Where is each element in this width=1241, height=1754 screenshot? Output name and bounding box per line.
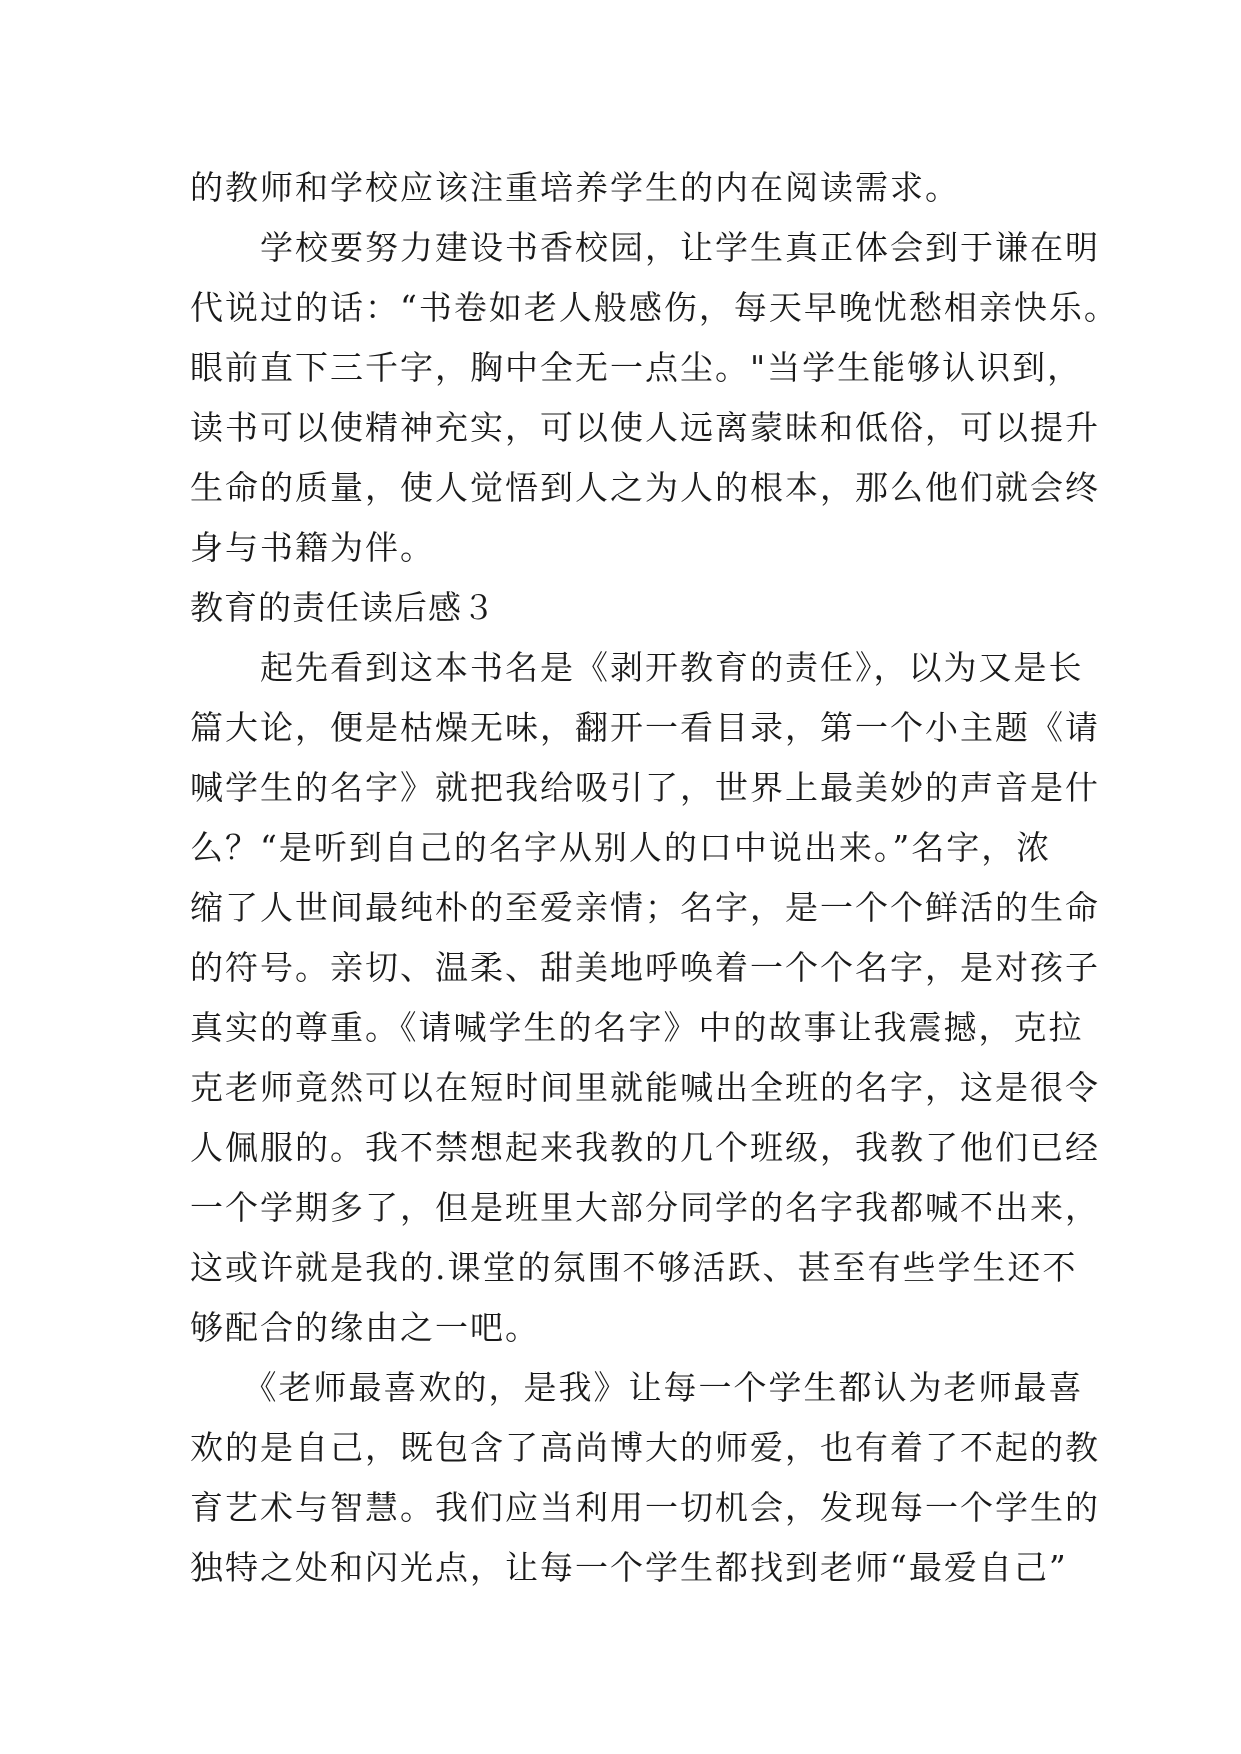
text-line-22: 欢的是自己，既包含了高尚博大的师爱，也有着了不起的教 — [190, 1428, 1100, 1467]
text-line-17: 人佩服的。我不禁想起来我教的几个班级，我教了他们已经 — [190, 1128, 1100, 1167]
text-line-20: 够配合的缘由之一吧。 — [190, 1308, 540, 1347]
text-line-6: 生命的质量，使人觉悟到人之为人的根本，那么他们就会终 — [190, 468, 1100, 507]
text-line-1: 的教师和学校应该注重培养学生的内在阅读需求。 — [190, 168, 960, 207]
text-line-13: 缩了人世间最纯朴的至爱亲情；名字，是一个个鲜活的生命 — [190, 888, 1100, 927]
text-line-3: 代说过的话：“书卷如老人般感伤，每天早晚忧愁相亲快乐。 — [190, 288, 1119, 327]
text-line-4: 眼前直下三千字，胸中全无一点尘。"当学生能够认识到， — [190, 348, 1083, 387]
text-line-14: 的符号。亲切、温柔、甜美地呼唤着一个个名字，是对孩子 — [190, 948, 1100, 987]
text-line-16: 克老师竟然可以在短时间里就能喊出全班的名字，这是很令 — [190, 1068, 1100, 1107]
text-line-24: 独特之处和闪光点，让每一个学生都找到老师“最爱自己” — [190, 1548, 1068, 1587]
text-line-11: 喊学生的名字》就把我给吸引了，世界上最美妙的声音是什 — [190, 768, 1100, 807]
text-line-2: 学校要努力建设书香校园，让学生真正体会到于谦在明 — [190, 228, 1100, 267]
text-line-19: 这或许就是我的.课堂的氛围不够活跃、甚至有些学生还不 — [190, 1248, 1078, 1287]
text-line-15: 真实的尊重。《请喊学生的名字》中的故事让我震撼，克拉 — [190, 1008, 1084, 1047]
text-line-5: 读书可以使精神充实，可以使人远离蒙昧和低俗，可以提升 — [190, 408, 1100, 447]
text-line-10: 篇大论，便是枯燥无味，翻开一看目录，第一个小主题《请 — [190, 708, 1100, 747]
text-line-9: 起先看到这本书名是《剥开教育的责任》，以为又是长 — [190, 648, 1084, 687]
section-heading: 教育的责任读后感３ — [190, 588, 496, 627]
text-line-7: 身与书籍为伴。 — [190, 528, 435, 567]
text-line-23: 育艺术与智慧。我们应当利用一切机会，发现每一个学生的 — [190, 1488, 1100, 1527]
document-body — [190, 158, 1119, 1598]
text-line-12: 么？“是听到自己的名字从别人的口中说出来。”名字，浓 — [190, 828, 1052, 867]
text-line-21: 《老师最喜欢的，是我》让每一个学生都认为老师最喜 — [190, 1368, 1084, 1407]
text-line-18: 一个学期多了，但是班里大部分同学的名字我都喊不出来， — [190, 1188, 1100, 1227]
